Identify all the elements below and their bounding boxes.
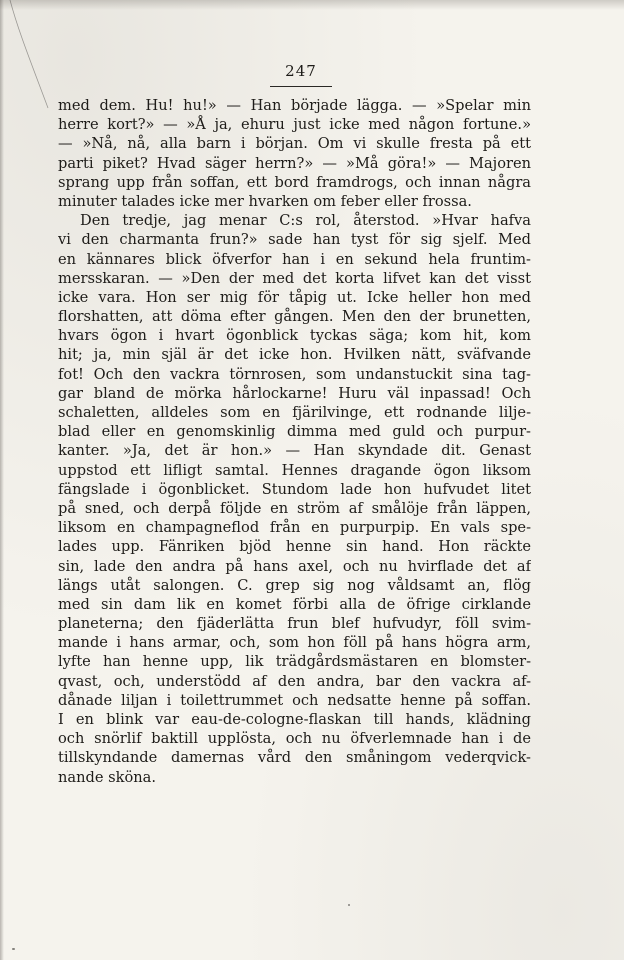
text-line: mersskaran. — »Den der med det korta lifvet kan det visst	[58, 269, 531, 287]
text-line: — »Nå, nå, alla barn i början. Om vi skulle fresta på ett	[58, 135, 531, 153]
text-line: nande sköna.	[58, 768, 156, 786]
text-line: längs utåt salongen. C. grep sig nog våldsamt an, flög	[58, 576, 531, 594]
text-line: hvars ögon i hvart ögonblick tyckas säga; kom hit, kom	[58, 327, 531, 345]
paper-fold-mark	[8, 0, 68, 110]
text-line: lades upp. Fänriken bjöd henne sin hand. Hon räckte	[58, 538, 531, 556]
text-line: planeterna; den fjäderlätta frun blef hufvudyr, föll svim-	[58, 615, 531, 633]
text-line: vi den charmanta frun?» sade han tyst för sig sjelf. Med	[58, 231, 531, 249]
text-line: liksom en champagneflod från en purpurpip. En vals spe-	[58, 519, 531, 537]
text-line: sprang upp från soffan, ett bord framdrogs, och innan några	[58, 173, 531, 191]
text-line: dånade liljan i toilettrummet och nedsatte henne på soffan.	[58, 691, 531, 709]
text-line: gar bland de mörka hårlockarne! Huru väl inpassad! Och	[58, 384, 531, 402]
paper-speck	[348, 904, 350, 906]
text-line: och snörlif baktill upplösta, och nu öfverlemnade han i de	[58, 730, 531, 748]
text-line: Den tredje, jag menar C:s rol, återstod. »Hvar hafva	[80, 212, 531, 230]
text-line: med dem. Hu! hu!» — Han började lägga. — »Spelar min	[58, 97, 531, 114]
text-line: lyfte han henne upp, lik trädgårdsmästaren en blomster-	[58, 653, 531, 671]
page-number: 247	[270, 62, 332, 87]
text-line: uppstod ett lifligt samtal. Hennes dragande ögon liksom	[58, 461, 531, 479]
text-line: mande i hans armar, och, som hon föll på hans högra arm,	[58, 634, 531, 652]
text-line: herre kort?» — »Å ja, ehuru just icke med någon fortune.»	[58, 116, 531, 134]
text-line: minuter talades icke mer hvarken om feber eller frossa.	[58, 192, 472, 210]
text-line: tillskyndande damernas vård den småningom vederqvick-	[58, 749, 531, 767]
text-line: hit; ja, min själ är det icke hon. Hvilken nätt, sväfvande	[58, 346, 531, 364]
text-line: icke vara. Hon ser mig för tåpig ut. Icke heller hon med	[58, 288, 531, 306]
text-line: qvast, och, understödd af den andra, bar den vackra af-	[58, 672, 531, 690]
scan-shadow-top	[0, 0, 624, 10]
text-line: florshatten, att döma efter gången. Men den der brunetten,	[58, 308, 531, 326]
text-line: blad eller en genomskinlig dimma med guld och purpur-	[58, 423, 531, 441]
scan-shadow-left	[0, 0, 4, 960]
text-line: fängslade i ögonblicket. Stundom lade hon hufvudet litet	[58, 480, 531, 498]
text-line: fot! Och den vackra törnrosen, som undanstuckit sina tag-	[58, 365, 531, 383]
text-line: kanter. »Ja, det är hon.» — Han skyndade dit. Genast	[58, 442, 531, 460]
text-line: schaletten, alldeles som en fjärilvinge, ett rodnande lilje-	[58, 404, 531, 421]
text-line: med sin dam lik en komet förbi alla de öfrige cirklande	[58, 595, 531, 613]
text-line: parti piket? Hvad säger herrn?» — »Må göra!» — Majoren	[58, 154, 531, 172]
paper-speck	[12, 948, 15, 950]
text-line: på sned, och derpå följde en ström af smålöje från läppen,	[58, 499, 531, 517]
text-line: I en blink var eau-de-cologne-flaskan till hands, klädning	[58, 711, 531, 728]
text-line: sin, lade den andra på hans axel, och nu hvirflade det af	[58, 557, 531, 575]
body-text	[58, 96, 531, 787]
text-line: en kännares blick öfverfor han i en sekund hela fruntim-	[58, 250, 531, 268]
